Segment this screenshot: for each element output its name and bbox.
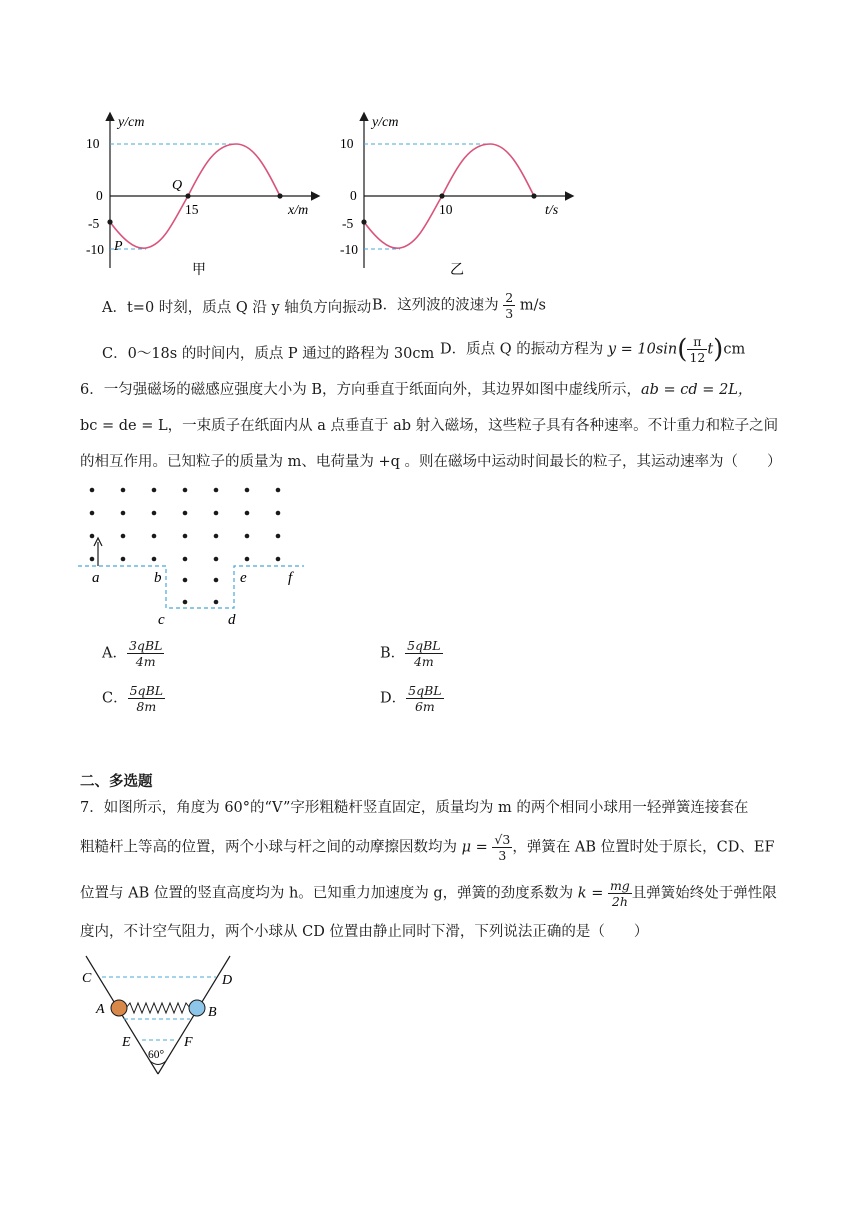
svg-text:F: F [184, 1035, 193, 1050]
q7-line-4: 度内，不计空气阻力，两个小球从 CD 位置由静止同时下滑，下列说法正确的是（ ） [80, 924, 649, 940]
q5-option-a[interactable]: A．t=0 时刻，质点 Q 沿 y 轴负方向振动 [102, 300, 372, 316]
q5-option-c[interactable]: C．0～18s 的时间内，质点 P 通过的路程为 30cm [102, 346, 435, 362]
q6-option-b[interactable]: B． $\frac{\text{5qBL}}{4m}$ [380, 638, 441, 669]
svg-text:D: D [222, 973, 233, 988]
field-boundary [78, 566, 304, 608]
point-q-label: Q [172, 178, 183, 193]
q6-line-1: 6．一匀强磁场的磁感应强度大小为 B，方向垂直于纸面向外，其边界如图中虚线所示，ab = cd = 2L， [80, 382, 753, 398]
point-p-label: P [114, 239, 123, 254]
magnetic-field-figure [78, 478, 308, 628]
svg-text:a: a [92, 570, 100, 586]
y-axis-label: y/cm [118, 115, 145, 130]
q5-option-d[interactable]: D．质点 Q 的振动方程为 y = 10sin( $\frac{\pi}{12}$ t)cm [440, 334, 746, 365]
field-dots [90, 488, 281, 605]
svg-text:A: A [96, 1002, 105, 1017]
svg-text:f: f [288, 570, 293, 586]
svg-text:-5: -5 [342, 216, 354, 231]
caption-yi: 乙 [450, 263, 464, 278]
wave-graph-yi [340, 108, 580, 280]
svg-text:10: 10 [439, 202, 453, 217]
svg-text:d: d [228, 612, 236, 628]
q6-option-d[interactable]: D． $\frac{\text{5qBL}}{6m}$ [380, 683, 442, 714]
svg-text:-10: -10 [340, 242, 358, 257]
svg-text:10: 10 [340, 136, 354, 151]
q6-line-2: bc = de = L，一束质子在纸面内从 a 点垂直于 ab 射入磁场，这些粒子具有各种速率。不计重力和粒子之间 [80, 418, 779, 434]
svg-text:C: C [82, 971, 92, 986]
svg-text:E: E [122, 1035, 131, 1050]
svg-text:0: 0 [350, 188, 357, 203]
svg-text:-5: -5 [88, 216, 100, 231]
q6-line-3: 的相互作用。已知粒子的质量为 m、电荷量为 +q 。则在磁场中运动时间最长的粒子，其运动速率为（ ） [80, 454, 782, 470]
svg-text:0: 0 [96, 188, 103, 203]
q7-line-3: 位置与 AB 位置的竖直高度均为 h。已知重力加速度为 g，弹簧的劲度系数为 k = $\frac{mg}{2h}$ 且弹簧始终处于弹性限 [80, 878, 777, 909]
section-title: 二、多选题 [80, 774, 153, 790]
q7-line-2: 粗糙杆上等高的位置，两个小球与杆之间的动摩擦因数均为 μ = $\frac{√3}{3}$ ，弹簧在 AB 位置时处于原长，CD、EF [80, 832, 775, 863]
svg-text:y/cm: y/cm [372, 115, 399, 130]
svg-text:-10: -10 [86, 242, 104, 257]
v-rod-figure [80, 950, 250, 1080]
spring [126, 1003, 190, 1013]
svg-text:10: 10 [86, 136, 100, 151]
caption-jia: 甲 [192, 263, 206, 278]
svg-text:15: 15 [185, 202, 199, 217]
q6-option-c[interactable]: C． $\frac{\text{5qBL}}{8m}$ [102, 683, 164, 714]
svg-text:t/s: t/s [545, 203, 559, 218]
ball-a [111, 1000, 127, 1016]
q6-option-a[interactable]: A． $\frac{\text{3qBL}}{4m}$ [102, 638, 163, 669]
ball-b [189, 1000, 205, 1016]
x-axis-label: x/m [288, 203, 309, 218]
q5-option-b[interactable]: B．这列波的波速为 $\frac{2}{3}$ m/s [372, 290, 546, 321]
q7-line-1: 7．如图所示，角度为 60°的“V”字形粗糙杆竖直固定，质量均为 m 的两个相同小球用一轻弹簧连接套在 [80, 800, 749, 816]
svg-text:B: B [208, 1005, 217, 1020]
wave-graph-jia [86, 108, 336, 280]
svg-text:b: b [154, 570, 162, 586]
svg-text:c: c [158, 612, 165, 628]
angle-label: 60° [148, 1049, 165, 1061]
svg-text:e: e [240, 570, 247, 586]
